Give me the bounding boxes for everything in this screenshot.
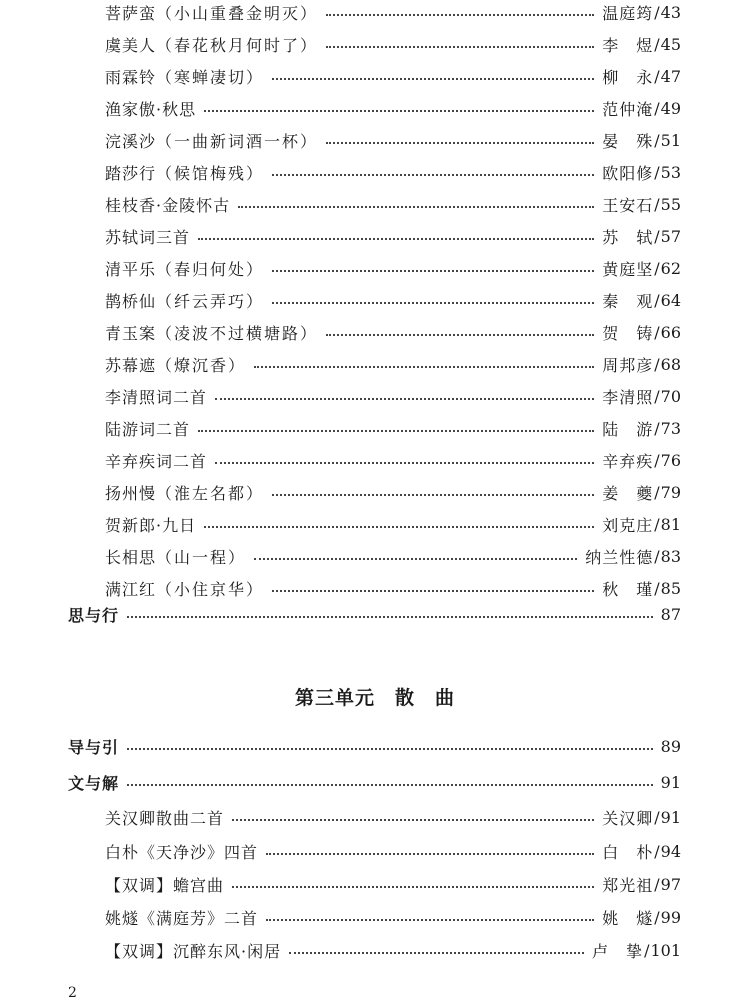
entry-author: 晏 殊: [602, 131, 654, 151]
entry-page: 70: [660, 386, 681, 406]
entry-page: 85: [660, 578, 681, 598]
toc-entry[interactable]: 辛弃疾词二首 辛弃疾 / 76: [105, 450, 681, 471]
dot-leader: [254, 366, 594, 368]
dot-leader: [272, 174, 594, 176]
toc-entry[interactable]: 苏轼词三首 苏 轼 / 57: [105, 226, 681, 247]
dot-leader: [326, 142, 594, 144]
dot-leader: [127, 616, 653, 618]
toc-entry[interactable]: 白朴《天净沙》四首 白 朴 / 94: [105, 841, 681, 862]
entry-page: 97: [660, 874, 681, 894]
toc-entry[interactable]: 关汉卿散曲二首 关汉卿 / 91: [105, 807, 681, 828]
page-number: 2: [68, 985, 77, 1001]
dot-leader: [326, 46, 594, 48]
section-title: 思与行: [68, 605, 120, 625]
toc-entry[interactable]: 虞美人（春花秋月何时了） 李 煜 / 45: [105, 34, 681, 55]
toc-entry[interactable]: 鹊桥仙（纤云弄巧） 秦 观 / 64: [105, 290, 681, 311]
dot-leader: [272, 590, 594, 592]
entry-author: 柳 永: [602, 67, 654, 87]
entry-title: 踏莎行（候馆梅残）: [105, 163, 265, 183]
entry-author: 温庭筠: [602, 3, 654, 23]
entry-author: 纳兰性德: [585, 547, 654, 567]
toc-section-think[interactable]: [68, 602, 681, 626]
entry-page: 51: [660, 130, 681, 150]
dot-leader: [326, 14, 594, 16]
dot-leader: [127, 784, 653, 786]
entry-author: 黄庭坚: [602, 259, 654, 279]
entry-page: 81: [660, 514, 681, 534]
entry-page: 94: [660, 841, 681, 861]
entry-page: 79: [660, 482, 681, 502]
dot-leader: [215, 398, 594, 400]
entry-page: 99: [660, 907, 681, 927]
dot-leader: [232, 886, 594, 888]
dot-leader: [198, 430, 594, 432]
dot-leader: [204, 526, 594, 528]
entry-page: 101: [650, 940, 681, 960]
section-title: 文与解: [68, 773, 120, 793]
section-page: 89: [660, 736, 681, 756]
toc-entry[interactable]: 清平乐（春归何处） 黄庭坚 / 62: [105, 258, 681, 279]
entry-title: 菩萨蛮（小山重叠金明灭）: [105, 3, 319, 23]
entry-page: 91: [660, 807, 681, 827]
entry-page: 55: [660, 194, 681, 214]
toc-entry[interactable]: 菩萨蛮（小山重叠金明灭） 温庭筠 / 43: [105, 2, 681, 23]
toc-entry[interactable]: 长相思（山一程） 纳兰性德 / 83: [105, 546, 681, 567]
toc-entry[interactable]: 【双调】蟾宫曲 郑光祖 / 97: [105, 874, 681, 895]
toc-entry[interactable]: 陆游词二首 陆 游 / 73: [105, 418, 681, 439]
toc-entry[interactable]: 扬州慢（淮左名都） 姜 夔 / 79: [105, 482, 681, 503]
entry-title: 贺新郎·九日: [105, 515, 197, 535]
entry-author: 关汉卿: [602, 808, 654, 828]
dot-leader: [204, 110, 594, 112]
entry-author: 刘克庄: [602, 515, 654, 535]
toc-entry[interactable]: 苏幕遮（燎沉香） 周邦彦 / 68: [105, 354, 681, 375]
entry-title: 满江红（小住京华）: [105, 579, 265, 599]
dot-leader: [254, 558, 577, 560]
toc-entry[interactable]: 【双调】沉醉东风·闲居 卢 挚 / 101: [105, 940, 681, 961]
dot-leader: [326, 334, 594, 336]
section-title: 导与引: [68, 737, 120, 757]
entry-author: 范仲淹: [602, 99, 654, 119]
entry-page: 73: [660, 418, 681, 438]
dot-leader: [266, 853, 594, 855]
entry-page: 62: [660, 258, 681, 278]
entry-author: 卢 挚: [592, 941, 644, 961]
toc-section-text[interactable]: [68, 770, 681, 794]
entry-author: 周邦彦: [602, 355, 654, 375]
entry-title: 关汉卿散曲二首: [105, 808, 225, 828]
entry-author: 苏 轼: [602, 227, 654, 247]
entry-title: 清平乐（春归何处）: [105, 259, 265, 279]
dot-leader: [232, 819, 594, 821]
entry-title: 辛弃疾词二首: [105, 451, 208, 471]
section-page: 91: [660, 772, 681, 792]
entry-title: 【双调】蟾宫曲: [105, 875, 225, 895]
entry-author: 白 朴: [602, 842, 654, 862]
dot-leader: [272, 494, 594, 496]
entry-page: 76: [660, 450, 681, 470]
toc-entry[interactable]: 姚燧《满庭芳》二首 姚 燧 / 99: [105, 907, 681, 928]
entry-author: 秋 瑾: [602, 579, 654, 599]
entry-title: 白朴《天净沙》四首: [105, 842, 259, 862]
entry-author: 姚 燧: [602, 908, 654, 928]
toc-section-intro[interactable]: [68, 734, 681, 758]
entry-title: 【双调】沉醉东风·闲居: [105, 941, 282, 961]
toc-entry[interactable]: 桂枝香·金陵怀古 王安石 / 55: [105, 194, 681, 215]
entry-title: 青玉案（凌波不过横塘路）: [105, 323, 319, 343]
entry-title: 苏幕遮（燎沉香）: [105, 355, 247, 375]
entry-author: 李清照: [602, 387, 654, 407]
entry-title: 雨霖铃（寒蝉凄切）: [105, 67, 265, 87]
entry-author: 王安石: [602, 195, 654, 215]
entry-page: 53: [660, 162, 681, 182]
dot-leader: [272, 302, 594, 304]
dot-leader: [198, 238, 594, 240]
entry-author: 贺 铸: [602, 323, 654, 343]
dot-leader: [215, 462, 594, 464]
dot-leader: [238, 206, 594, 208]
entry-author: 郑光祖: [602, 875, 654, 895]
entry-title: 姚燧《满庭芳》二首: [105, 908, 259, 928]
entry-author: 辛弃疾: [602, 451, 654, 471]
entry-title: 鹊桥仙（纤云弄巧）: [105, 291, 265, 311]
entry-page: 68: [660, 354, 681, 374]
entry-page: 45: [660, 34, 681, 54]
entry-page: 47: [660, 66, 681, 86]
entry-page: 64: [660, 290, 681, 310]
toc-entry[interactable]: 渔家傲·秋思 范仲淹 / 49: [105, 98, 681, 119]
dot-leader: [127, 748, 653, 750]
dot-leader: [266, 919, 594, 921]
section-page: 87: [660, 604, 681, 624]
entry-author: 李 煜: [602, 35, 654, 55]
dot-leader: [289, 952, 584, 954]
entry-title: 虞美人（春花秋月何时了）: [105, 35, 319, 55]
entry-title: 桂枝香·金陵怀古: [105, 195, 231, 215]
entry-title: 浣溪沙（一曲新词酒一杯）: [105, 131, 319, 151]
entry-title: 扬州慢（淮左名都）: [105, 483, 265, 503]
entry-title: 苏轼词三首: [105, 227, 191, 247]
entry-page: 57: [660, 226, 681, 246]
toc-entry[interactable]: 贺新郎·九日 刘克庄 / 81: [105, 514, 681, 535]
entry-page: 43: [660, 2, 681, 22]
entry-title: 李清照词二首: [105, 387, 208, 407]
entry-title: 陆游词二首: [105, 419, 191, 439]
dot-leader: [272, 78, 594, 80]
entry-author: 陆 游: [602, 419, 654, 439]
toc-entry[interactable]: 浣溪沙（一曲新词酒一杯） 晏 殊 / 51: [105, 130, 681, 151]
entry-author: 欧阳修: [602, 163, 654, 183]
entry-title: 长相思（山一程）: [105, 547, 247, 567]
toc-entry[interactable]: 踏莎行（候馆梅残） 欧阳修 / 53: [105, 162, 681, 183]
toc-entry[interactable]: 李清照词二首 李清照 / 70: [105, 386, 681, 407]
entry-page: 83: [660, 546, 681, 566]
toc-entry[interactable]: 雨霖铃（寒蝉凄切） 柳 永 / 47: [105, 66, 681, 87]
entry-page: 49: [660, 98, 681, 118]
unit-heading: 第三单元 散 曲: [294, 687, 455, 709]
toc-entry[interactable]: 满江红（小住京华） 秋 瑾 / 85: [105, 578, 681, 599]
entry-title: 渔家傲·秋思: [105, 99, 197, 119]
entry-page: 66: [660, 322, 681, 342]
entry-author: 秦 观: [602, 291, 654, 311]
dot-leader: [272, 270, 594, 272]
entry-author: 姜 夔: [602, 483, 654, 503]
toc-entry[interactable]: 青玉案（凌波不过横塘路） 贺 铸 / 66: [105, 322, 681, 343]
